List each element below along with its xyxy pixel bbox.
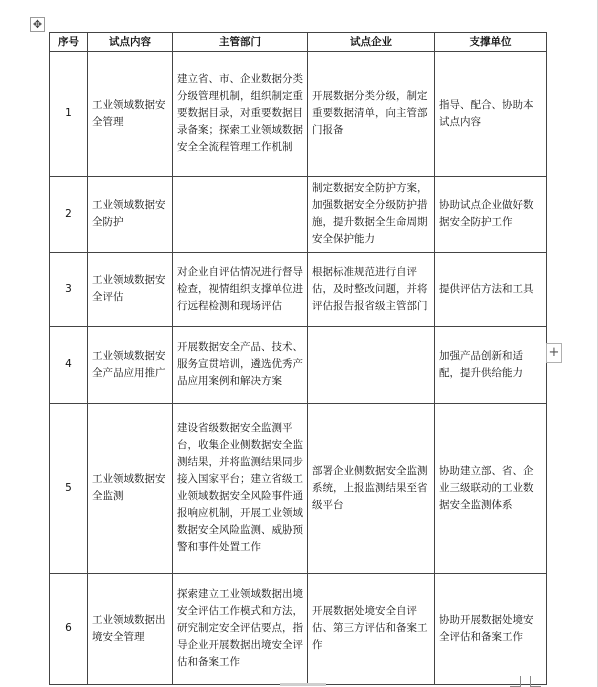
cell-enterprise[interactable]: 开展数据处境安全自评估、第三方评估和备案工作 (308, 574, 435, 685)
header-dept: 主管部门 (173, 33, 308, 52)
corner-mark-icon (510, 676, 521, 687)
pilot-table (49, 32, 547, 685)
header-support: 支撑单位 (435, 33, 547, 52)
cell-support[interactable]: 提供评估方法和工具 (435, 253, 547, 327)
cell-enterprise[interactable]: 开展数据分类分级，制定重要数据清单，向主管部门报备 (308, 52, 435, 177)
cell-topic[interactable]: 工业领域数据出境安全管理 (88, 574, 173, 685)
cell-topic[interactable]: 工业领域数据安全产品应用推广 (88, 327, 173, 404)
cell-num[interactable]: 3 (50, 253, 88, 327)
cell-support[interactable]: 加强产品创新和适配，提升供给能力 (435, 327, 547, 404)
cell-topic[interactable]: 工业领域数据安全管理 (88, 52, 173, 177)
cell-topic[interactable]: 工业领域数据安全监测 (88, 404, 173, 574)
corner-mark-icon (530, 676, 541, 687)
cell-topic[interactable]: 工业领域数据安全评估 (88, 253, 173, 327)
cell-dept[interactable]: 对企业自评估情况进行督导检查，视情组织支撑单位进行远程检测和现场评估 (173, 253, 308, 327)
header-num: 序号 (50, 33, 88, 52)
table-header-row (50, 33, 547, 52)
cell-dept[interactable]: 建立省、市、企业数据分类分级管理机制，组织制定重要数据目录，对重要数据目录备案；探索工业领域数据安全全流程管理工作机制 (173, 52, 308, 177)
cell-num[interactable]: 1 (50, 52, 88, 177)
table-row (50, 253, 547, 327)
cell-support[interactable]: 协助开展数据处境安全评估和备案工作 (435, 574, 547, 685)
header-enterprise: 试点企业 (308, 33, 435, 52)
table-row (50, 327, 547, 404)
cell-dept[interactable]: 探索建立工业领域数据出境安全评估工作模式和方法，研究制定安全评估要点，指导企业开展数据出境安全评估和备案工作 (173, 574, 308, 685)
table-row (50, 574, 547, 685)
cell-num[interactable]: 2 (50, 177, 88, 253)
cell-enterprise[interactable] (308, 327, 435, 404)
page-corner-marks (510, 674, 550, 686)
cell-enterprise[interactable]: 根据标准规范进行自评估，及时整改问题，并将评估报告报省级主管部门 (308, 253, 435, 327)
table-row (50, 52, 547, 177)
cell-support[interactable]: 协助试点企业做好数据安全防护工作 (435, 177, 547, 253)
cell-support[interactable]: 协助建立部、省、企业三级联动的工业数据安全监测体系 (435, 404, 547, 574)
table-row (50, 177, 547, 253)
cell-dept[interactable]: 建设省级数据安全监测平台，收集企业侧数据安全监测结果，并将监测结果同步接入国家平台；建立省级工业领域数据安全风险事件通报响应机制，开展工业领域数据安全风险监测、威胁预警和事件处置工作 (173, 404, 308, 574)
cell-support[interactable]: 指导、配合、协助本试点内容 (435, 52, 547, 177)
horizontal-scrollbar[interactable] (280, 683, 326, 686)
header-topic: 试点内容 (88, 33, 173, 52)
cell-enterprise[interactable]: 制定数据安全防护方案，加强数据安全分级防护措施，提升数据全生命周期安全保护能力 (308, 177, 435, 253)
cell-num[interactable]: 5 (50, 404, 88, 574)
cell-num[interactable]: 6 (50, 574, 88, 685)
table-row (50, 404, 547, 574)
plus-icon: + (548, 345, 560, 360)
table-move-handle[interactable] (30, 17, 45, 32)
cell-enterprise[interactable]: 部署企业侧数据安全监测系统，上报监测结果至省级平台 (308, 404, 435, 574)
cell-dept[interactable] (173, 177, 308, 253)
table-add-column-button[interactable] (546, 343, 562, 363)
cell-dept[interactable]: 开展数据安全产品、技术、服务宣贯培训，遴选优秀产品应用案例和解决方案 (173, 327, 308, 404)
cell-num[interactable]: 4 (50, 327, 88, 404)
move-arrows-icon: ✥ (32, 18, 43, 31)
cell-topic[interactable]: 工业领域数据安全防护 (88, 177, 173, 253)
